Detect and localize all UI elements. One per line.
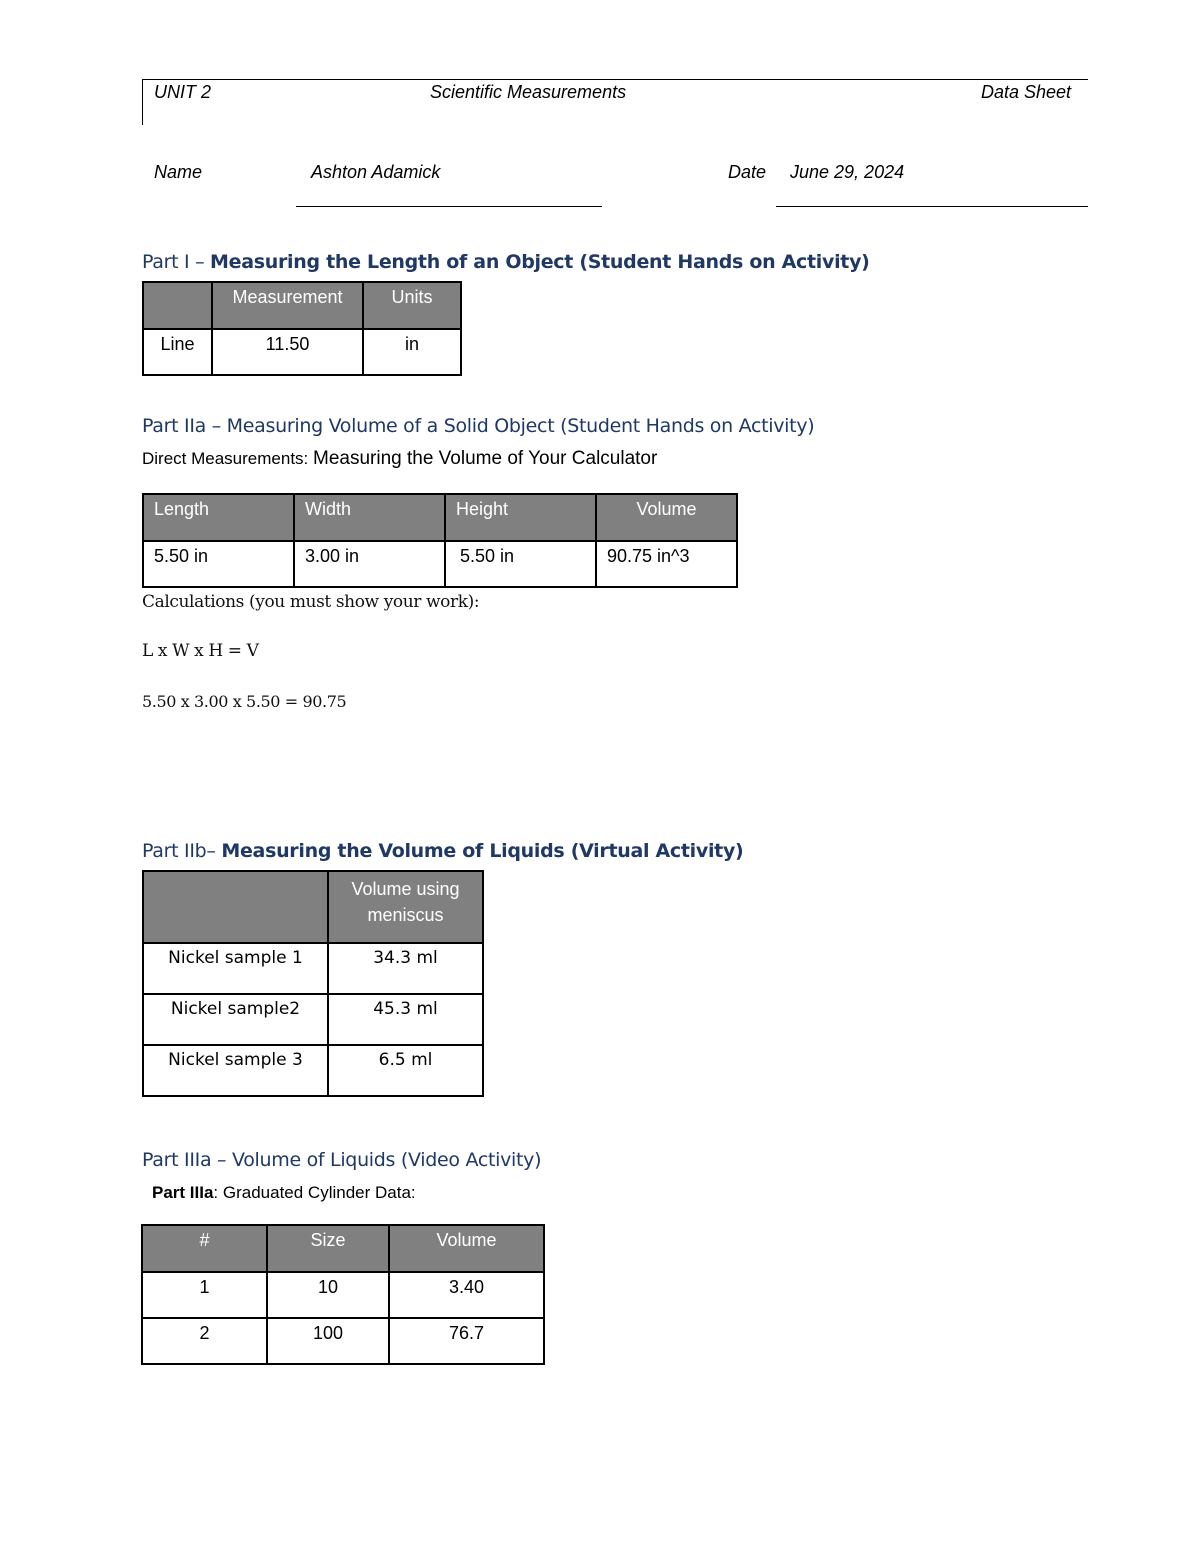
part1-header-measurement: Measurement — [212, 282, 363, 329]
part2b-header-blank — [143, 871, 328, 943]
part2b-sample-cell: Nickel sample2 — [143, 994, 328, 1045]
part2b-volume-cell: 45.3 ml — [328, 994, 483, 1045]
name-underline — [296, 206, 602, 207]
calc-work: 5.50 x 3.00 x 5.50 = 90.75 — [142, 692, 347, 711]
part3a-cell: 100 — [267, 1318, 389, 1364]
part2b-heading — [142, 840, 743, 862]
part2a-header-volume: Volume — [596, 494, 737, 541]
part2a-cell: 90.75 in^3 — [596, 541, 737, 587]
part2a-header-width: Width — [294, 494, 445, 541]
name-label: Name — [154, 162, 203, 182]
part3a-header-volume: Volume — [389, 1225, 544, 1272]
header-sheet: Data Sheet — [981, 82, 1072, 102]
part3a-header-number: # — [142, 1225, 267, 1272]
part2a-cell: 5.50 in — [445, 541, 596, 587]
part2a-cell: 3.00 in — [294, 541, 445, 587]
part2a-subtitle-prefix: Direct Measurements: — [142, 449, 313, 468]
part1-heading — [142, 251, 870, 273]
date-underline — [776, 206, 1088, 207]
part1-heading-prefix: Part I – — [142, 251, 211, 273]
part1-header-blank — [143, 282, 212, 329]
part3a-table — [141, 1224, 545, 1365]
part2b-header-volume: Volume using meniscus — [328, 871, 483, 943]
calc-label: Calculations (you must show your work): — [142, 592, 480, 612]
table-row — [142, 1272, 544, 1318]
part1-table — [142, 281, 462, 376]
part2a-subtitle — [142, 448, 657, 470]
header-rule-left — [142, 79, 143, 125]
part1-cell: Line — [143, 329, 212, 375]
header-title: Scientific Measurements — [430, 82, 627, 102]
part2a-subtitle-main: Measuring the Volume of Your Calculator — [313, 448, 658, 469]
part2b-volume-cell: 6.5 ml — [328, 1045, 483, 1096]
header-rule — [142, 79, 1088, 80]
part2b-heading-bold: Measuring the Volume of Liquids (Virtual Activity) — [221, 840, 744, 862]
part3a-cell: 3.40 — [389, 1272, 544, 1318]
part3a-subtitle — [152, 1183, 416, 1203]
header-unit: UNIT 2 — [154, 82, 212, 102]
date-value: June 29, 2024 — [790, 162, 905, 182]
part2a-table — [142, 493, 738, 588]
part1-header-units: Units — [363, 282, 461, 329]
part2a-heading: Part IIa – Measuring Volume of a Solid Object (Student Hands on Activity) — [142, 415, 815, 437]
date-label: Date — [728, 162, 767, 182]
part3a-cell: 2 — [142, 1318, 267, 1364]
name-value: Ashton Adamick — [311, 162, 441, 182]
part2a-header-height: Height — [445, 494, 596, 541]
part1-heading-bold: Measuring the Length of an Object (Student Hands on Activity) — [210, 251, 870, 273]
part3a-cell: 10 — [267, 1272, 389, 1318]
part3a-header-size: Size — [267, 1225, 389, 1272]
part3a-subtitle-rest: : Graduated Cylinder Data: — [213, 1183, 416, 1202]
part3a-subtitle-bold: Part IIIa — [152, 1183, 214, 1202]
table-row — [143, 994, 483, 1045]
part2b-sample-cell: Nickel sample 3 — [143, 1045, 328, 1096]
table-row — [142, 1318, 544, 1364]
part2a-cell: 5.50 in — [143, 541, 294, 587]
part2b-heading-prefix: Part IIb– — [142, 840, 222, 862]
part2b-volume-cell: 34.3 ml — [328, 943, 483, 994]
part3a-cell: 76.7 — [389, 1318, 544, 1364]
part1-cell: in — [363, 329, 461, 375]
part2b-table — [142, 870, 484, 1097]
table-row — [143, 329, 461, 375]
table-row — [143, 943, 483, 994]
table-row — [143, 1045, 483, 1096]
part2b-sample-cell: Nickel sample 1 — [143, 943, 328, 994]
calc-formula: L x W x H = V — [142, 641, 259, 661]
part3a-heading: Part IIIa – Volume of Liquids (Video Activity) — [142, 1149, 542, 1171]
part2a-header-length: Length — [143, 494, 294, 541]
table-row — [143, 541, 737, 587]
part1-cell: 11.50 — [212, 329, 363, 375]
part3a-cell: 1 — [142, 1272, 267, 1318]
